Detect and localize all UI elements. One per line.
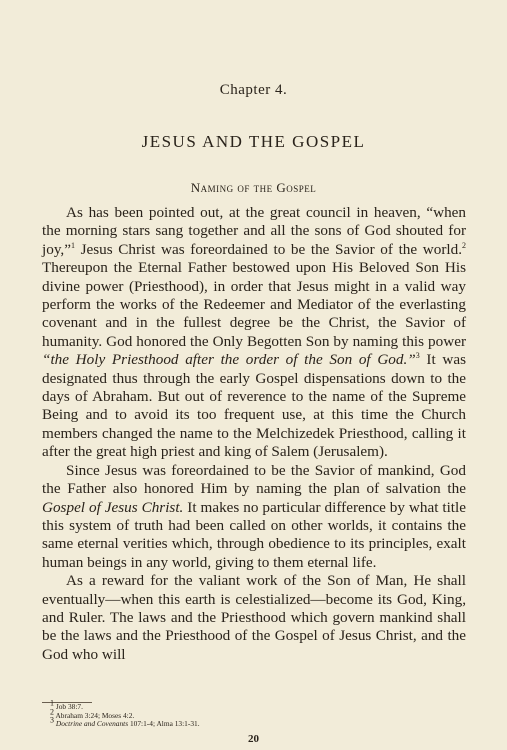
chapter-heading: Chapter 4. bbox=[219, 82, 288, 98]
paragraph: As has been pointed out, at the great council in heaven, “when the morning stars sang together and all the sons of God shouted for joy,”$^1$ Jesus Christ was foreordained to be the Savior of the world.$^2$ Thereupon the Eternal Father bestowed upon His Beloved Son His divine power (Priesthood), in order that Jesus might in a valid way perform the works of the Redeemer and Mediator of the everlasting covenant and in the fullest degree be the Christ, the Savior of humanity. God honored the Only Begotten Son by naming this power “the Holy Priesthood after the order of the Son of God.”$^3$ It was designated thus through the early Gospel dispensations down to the days of Abraham. But out of reverence to the name of the Supreme Being and to avoid its too frequent use, at this time the Church members changed the name to the Melchizedek Priesthood, calling it after the great high priest and king of Salem (Jerusalem). bbox=[42, 204, 466, 461]
italic-phrase: Gospel of Jesus Christ. bbox=[42, 498, 184, 516]
footnote-text-3: Doctrine and Covenants 107:1-4; Alma 13:1-31. bbox=[55, 719, 200, 729]
footnote-marker: 3 bbox=[415, 351, 420, 361]
footnotes bbox=[50, 698, 470, 729]
italic-phrase: “the Holy Priesthood after the order of the Son of God.” bbox=[42, 351, 416, 369]
paragraph: As a reward for the valiant work of the Son of Man, He shall eventually—when this earth is celestialized—become its God, King, and Ruler. The laws and the Priesthood which govern mankind shall be the laws and the Priesthood of the Gospel of Jesus Christ, and the God who will bbox=[42, 572, 466, 663]
paragraph: Since Jesus was foreordained to be the Savior of mankind, God the Father also honored Him by naming the plan of salvation the Gospel of Jesus Christ. It makes no particular difference by what title this system of truth had been called on other worlds, it contains the same eternal verities which, through obedience to its principles, exalt human beings in any world, giving to them eternal life. bbox=[42, 461, 466, 571]
chapter-title: JESUS AND THE GOSPEL bbox=[141, 132, 366, 151]
footnote-marker: 1 bbox=[70, 240, 75, 250]
footnote: $^1$ Job 38:7. bbox=[50, 698, 83, 711]
footnote: $^2$ Abraham 3:24; Moses 4:2. bbox=[50, 707, 135, 720]
section-heading: Naming of the Gospel bbox=[190, 180, 317, 195]
body-text bbox=[42, 204, 466, 664]
footnote: $^3$ Doctrine and Covenants 107:1-4; Alma 13:1-31. bbox=[50, 715, 200, 729]
footnote-marker: 2 bbox=[462, 240, 466, 250]
page-number: 20 bbox=[248, 733, 259, 745]
